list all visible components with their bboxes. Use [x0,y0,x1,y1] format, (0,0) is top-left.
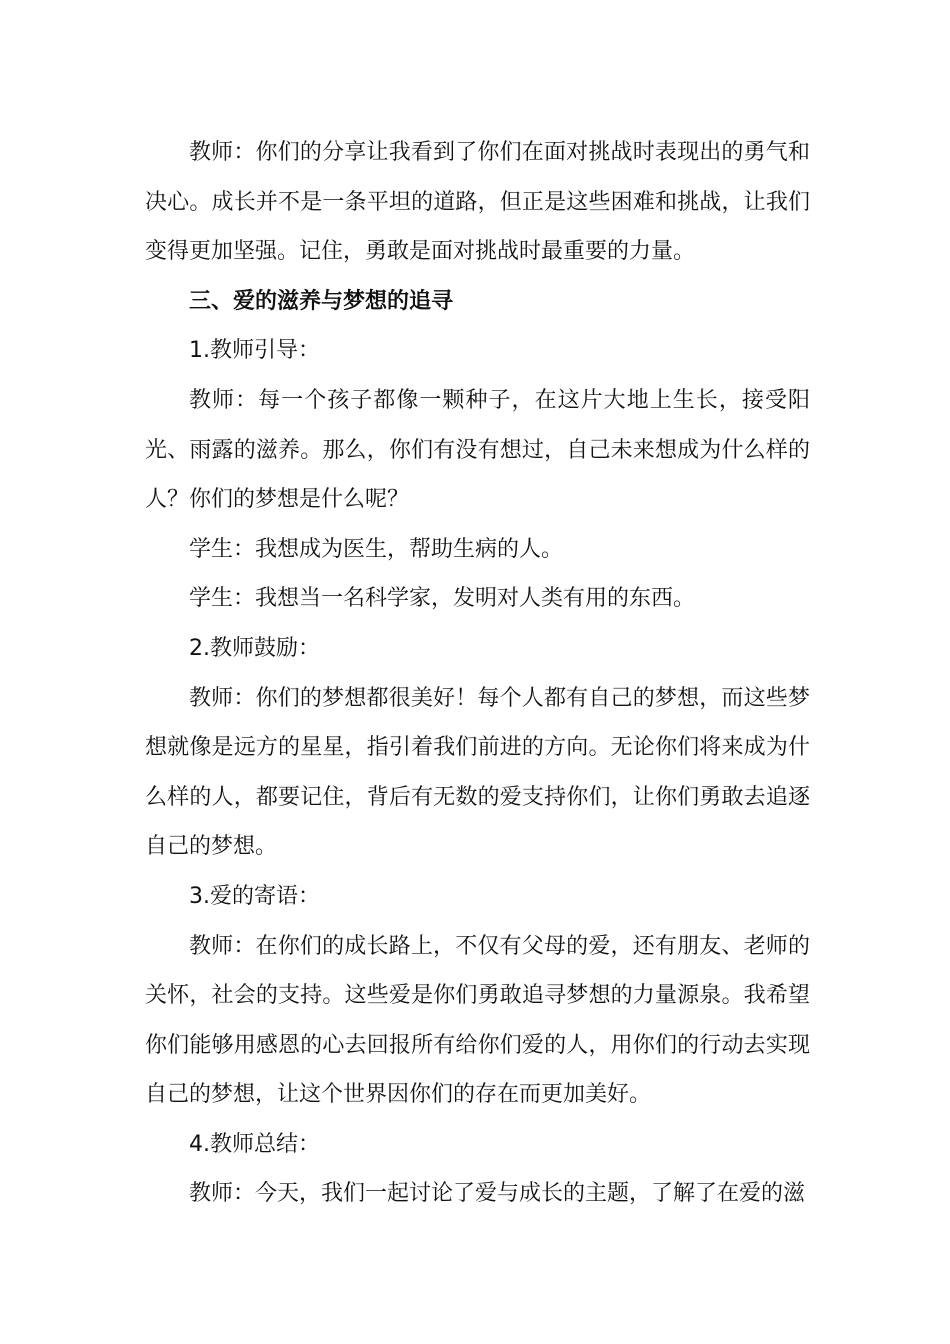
paragraph-student-doctor: 学生：我想成为医生，帮助生病的人。 [189,536,564,562]
document-body [145,128,810,1219]
paragraph-teacher-love: 教师：在你们的成长路上，不仅有父母的爱，还有朋友、老师的关怀，社会的支持。这些爱是你们勇敢追寻梦想的力量源泉。我希望你们能够用感恩的心去回报所有给你们爱的人，用你们的行动去实现自己的梦想，让这个世界因你们的存在而更加美好。 [145,933,810,1108]
paragraph-student-scientist: 学生：我想当一名科学家，发明对人类有用的东西。 [189,586,696,612]
subheading-love-message: 3.爱的寄语： [189,883,320,909]
paragraph-teacher-summary: 教师：今天，我们一起讨论了爱与成长的主题，了解了在爱的滋 [189,1181,806,1207]
paragraph-teacher-dreams: 教师：你们的梦想都很美好！每个人都有自己的梦想，而这些梦想就像是远方的星星，指引着我们前进的方向。无论你们将来成为什么样的人，都要记住，背后有无数的爱支持你们，让你们勇敢去追逐自己的梦想。 [145,685,810,860]
subheading-teacher-summary: 4.教师总结： [189,1131,320,1157]
subheading-teacher-guidance: 1.教师引导： [189,338,320,364]
paragraph-teacher-encouragement: 教师：你们的分享让我看到了你们在面对挑战时表现出的勇气和决心。成长并不是一条平坦的道路，但正是这些困难和挑战，让我们变得更加坚强。记住，勇敢是面对挑战时最重要的力量。 [145,140,810,265]
section-heading-3: 三、爱的滋养与梦想的追寻 [189,288,454,314]
subheading-teacher-encourage: 2.教师鼓励： [189,635,320,661]
paragraph-teacher-question: 教师：每一个孩子都像一颗种子，在这片大地上生长，接受阳光、雨露的滋养。那么，你们有没有想过，自己未来想成为什么样的人？你们的梦想是什么呢？ [145,387,810,513]
